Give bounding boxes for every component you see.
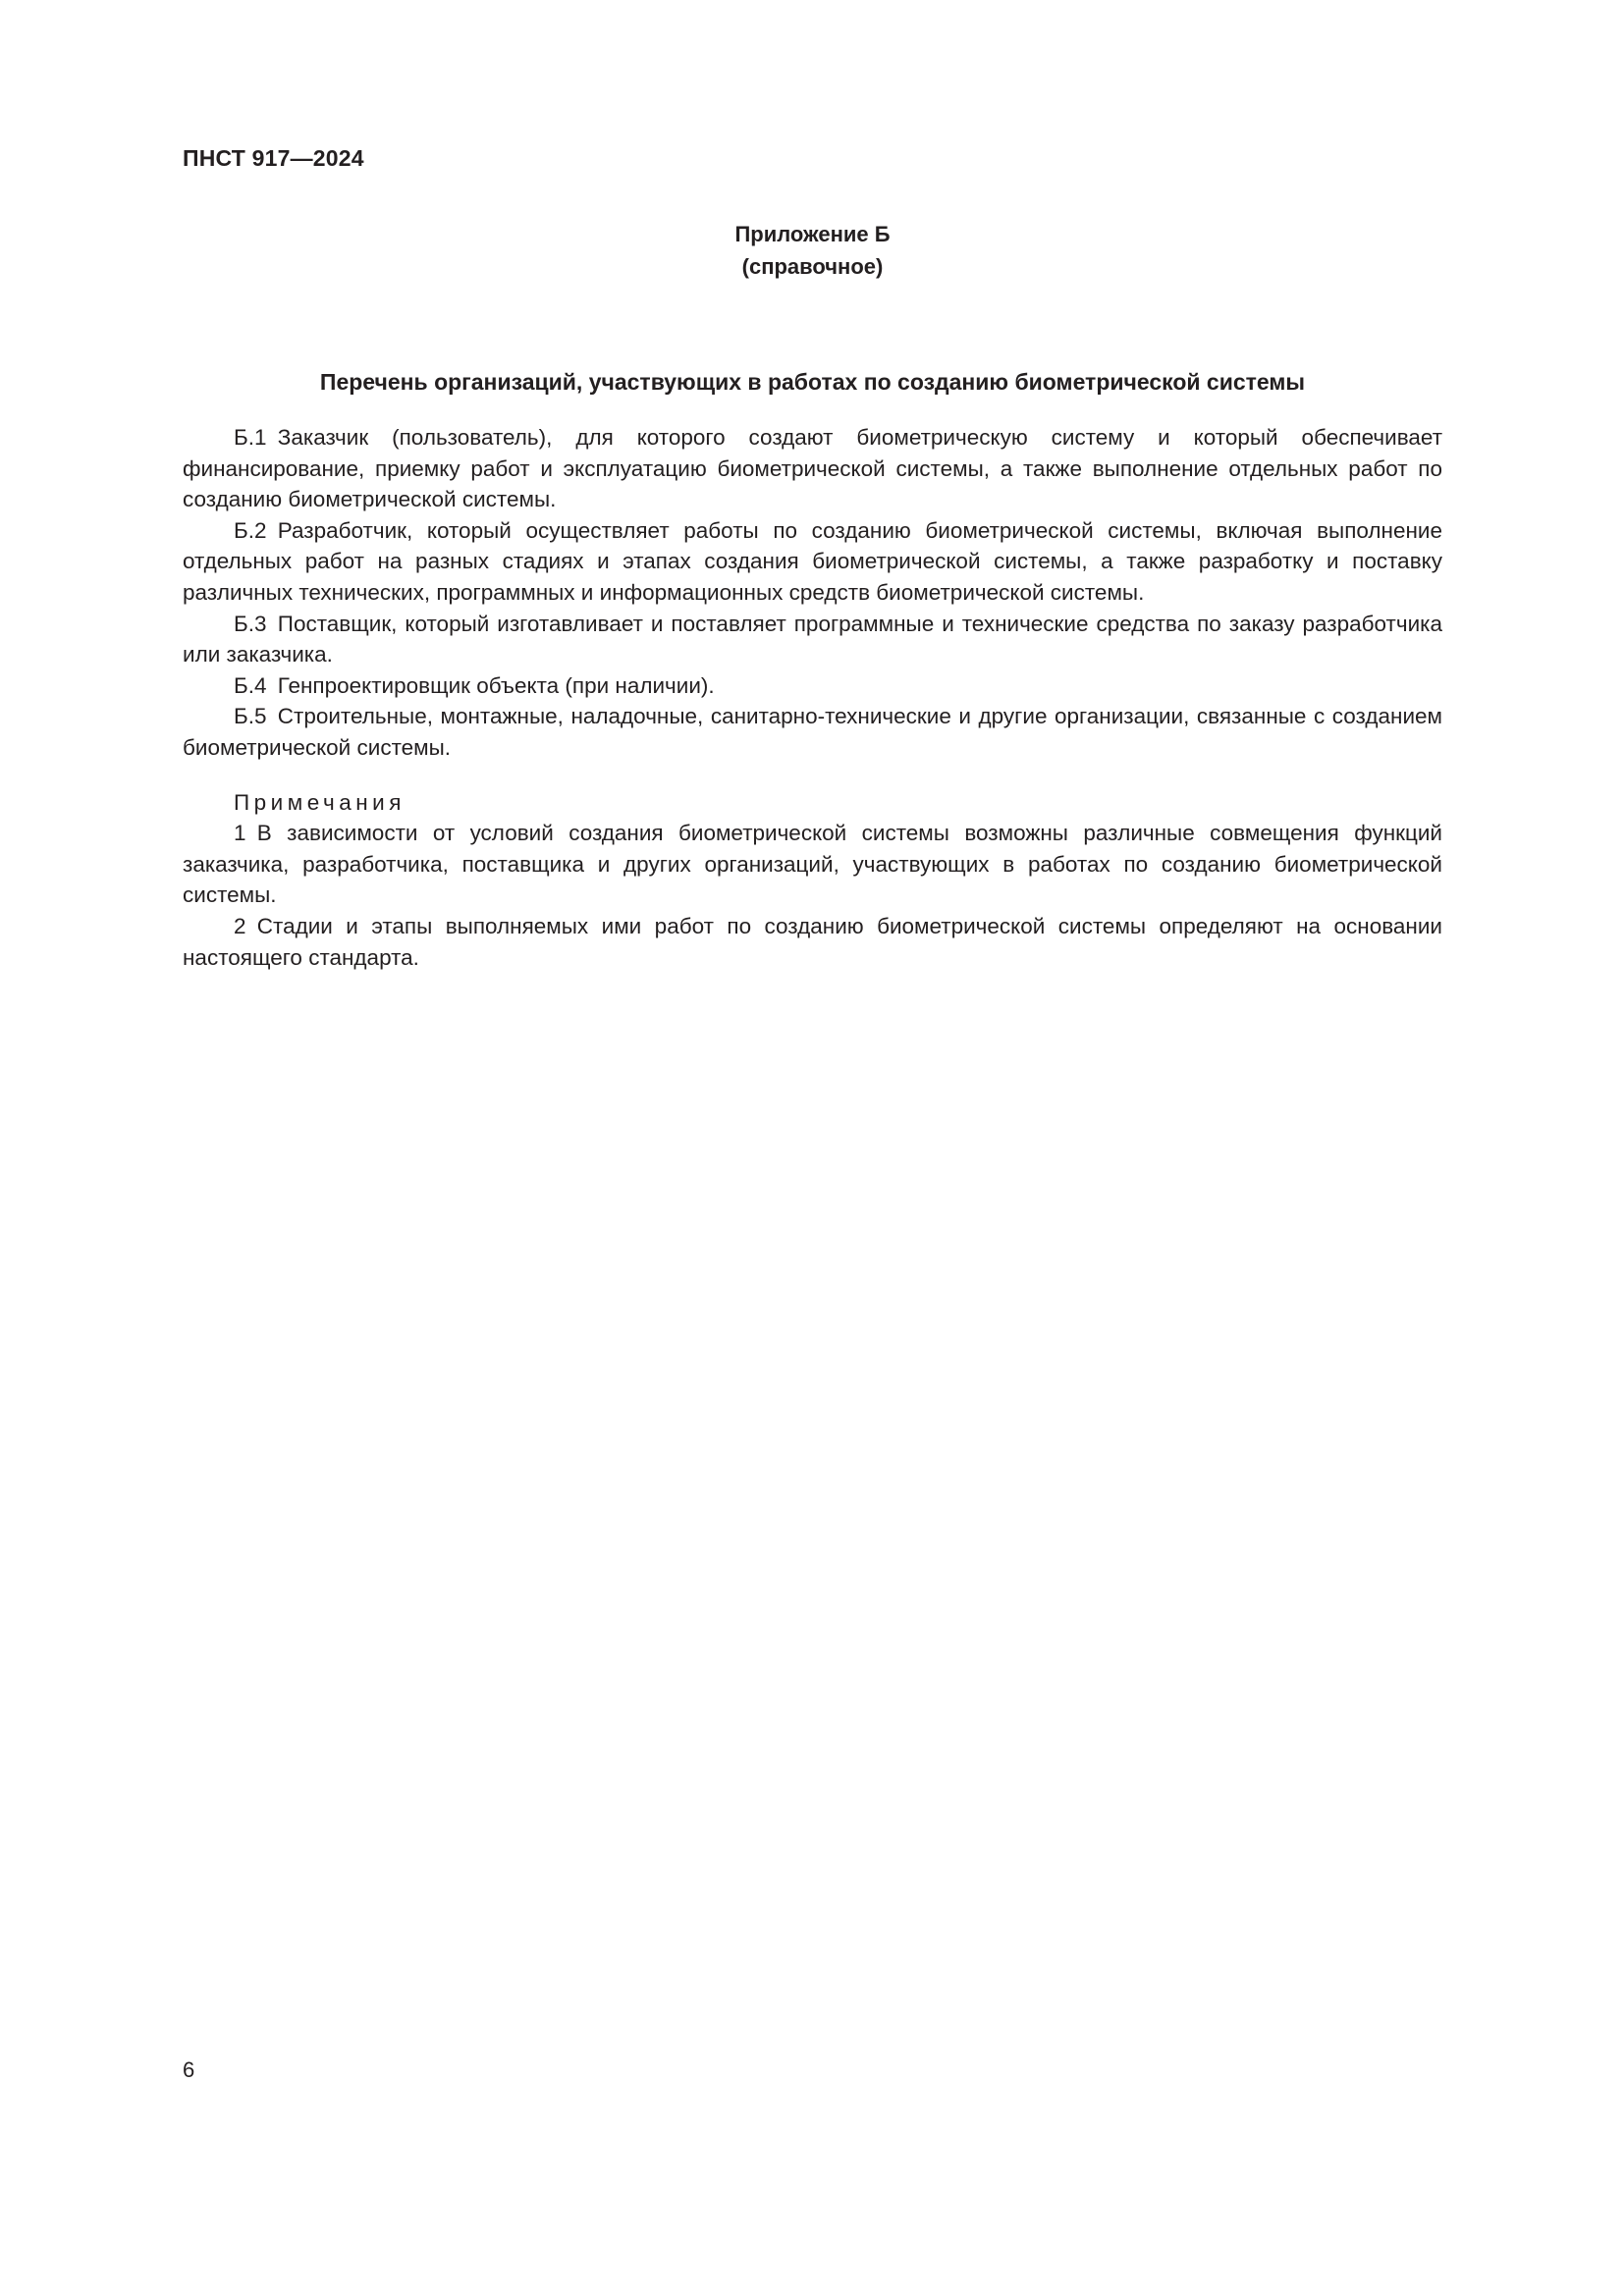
appendix-header (183, 218, 1442, 283)
clause-b5: Б.5 Строительные, монтажные, наладочные, санитарно-технические и другие организации, связанные с созданием биометрической системы. (183, 704, 1442, 760)
notes-heading: Примечания (234, 789, 406, 815)
note-item-1: 1 В зависимости от условий создания биометрической системы возможны различные совмещения функций заказчика, разработчика, поставщика и других организаций, участвующих в работах по созданию биометрической системы. (183, 821, 1442, 908)
clause-b3: Б.3 Поставщик, который изготавливает и поставляет программные и технические средства по заказу разработчика или заказчика. (183, 611, 1442, 667)
clause-list (183, 422, 1442, 764)
note-item-2: 2 Стадии и этапы выполняемых ими работ по созданию биометрической системы определяют на основании настоящего стандарта. (183, 913, 1442, 970)
page-number: 6 (183, 2057, 195, 2082)
clause-b1: Б.1 Заказчик (пользователь), для которого создают биометрическую систему и который обеспечивает финансирование, приемку работ и эксплуатацию биометрической системы, а также выполнение отдельных работ по созданию биометрической системы. (183, 425, 1442, 512)
appendix-label: Приложение Б (734, 222, 891, 246)
appendix-kind: (справочное) (741, 254, 884, 279)
clause-b2: Б.2 Разработчик, который осуществляет работы по созданию биометрической системы, включая выполнение отдельных работ на разных стадиях и этапах создания биометрической системы, а также разработку и поставку различных технических, программных и информационных средств биометрической системы. (183, 517, 1442, 605)
clause-b4: Б.4 Генпроектировщик объекта (при наличии). (234, 672, 715, 698)
page-title: Перечень организаций, участвующих в работах по созданию биометрической системы (319, 369, 1306, 395)
page-content (183, 218, 1442, 973)
running-head: ПНСТ 917—2024 (183, 145, 364, 171)
